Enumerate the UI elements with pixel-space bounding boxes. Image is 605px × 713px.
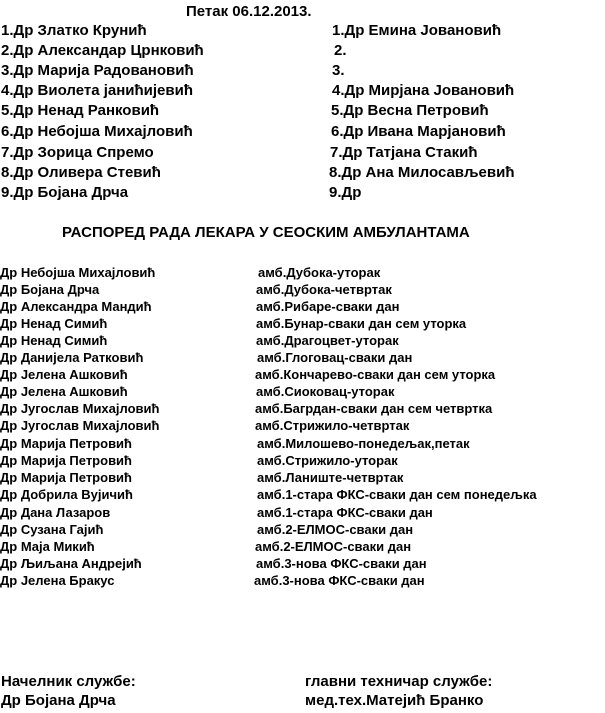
ambulance-assignment: амб.Стрижило-четвртак bbox=[255, 418, 410, 433]
duty-right-item: 3. bbox=[332, 62, 345, 79]
ambulance-assignment: амб.Драгоцвет-уторак bbox=[256, 333, 399, 348]
duty-right-item: 4.Др Мирјана Јовановиħ bbox=[332, 82, 515, 99]
ambulance-assignment: амб.Сиоковац-уторак bbox=[256, 384, 395, 399]
doctor-name: Др Данијела Ратковиħ bbox=[0, 350, 144, 365]
duty-left-item: 1.Др Златко Круниħ bbox=[1, 22, 147, 39]
ambulance-assignment: амб.3-нова ФКС-сваки дан bbox=[254, 573, 425, 588]
doctor-name: Др Југослав Михајловиħ bbox=[0, 418, 160, 433]
chief-title: Начелник службе: bbox=[1, 673, 136, 690]
head-technician-title: главни техничар службе: bbox=[305, 673, 493, 690]
schedule-heading: РАСПОРЕД РАДА ЛЕКАРА У СЕОСКИМ АМБУЛАНТАМА bbox=[62, 224, 470, 241]
doctor-name: Др Љиљана Андрејиħ bbox=[0, 556, 142, 571]
duty-left-item: 8.Др Оливера Стевиħ bbox=[1, 164, 161, 181]
ambulance-assignment: амб.2-ЕЛМОС-сваки дан bbox=[255, 539, 412, 554]
ambulance-assignment: амб.3-нова ФКС-сваки дан bbox=[256, 556, 427, 571]
ambulance-assignment: амб.Багрдан-сваки дан сем четвртка bbox=[255, 401, 493, 416]
doctor-name: Др Ненад Симиħ bbox=[0, 333, 108, 348]
ambulance-assignment: амб.Стрижило-уторак bbox=[257, 453, 398, 468]
doctor-name: Др Марија Петровиħ bbox=[0, 453, 132, 468]
duty-left-item: 5.Др Ненад Ранковиħ bbox=[1, 102, 160, 119]
date-header: Петак 06.12.2013. bbox=[186, 3, 312, 20]
duty-right-item: 1.Др Емина Јовановиħ bbox=[332, 22, 502, 39]
doctor-name: Др Александра Мандиħ bbox=[0, 299, 152, 314]
ambulance-assignment: амб.Милошево-понедељак,петак bbox=[257, 436, 470, 451]
doctor-name: Др Бојана Дрча bbox=[0, 282, 100, 297]
doctor-name: Др Марија Петровиħ bbox=[0, 470, 132, 485]
doctor-name: Др Маја Микиħ bbox=[0, 539, 95, 554]
ambulance-assignment: амб.Кончарево-сваки дан сем уторка bbox=[255, 367, 496, 382]
ambulance-assignment: амб.Дубока-четвртак bbox=[256, 282, 392, 297]
duty-left-item: 2.Др Александар Црнковиħ bbox=[1, 42, 204, 59]
doctor-name: Др Ненад Симиħ bbox=[0, 316, 108, 331]
duty-left-item: 6.Др Небојша Михаjловиħ bbox=[1, 123, 193, 140]
doctor-name: Др Југослав Михајловиħ bbox=[0, 401, 160, 416]
duty-left-item: 9.Др Бојана Дрча bbox=[1, 184, 129, 201]
duty-right-item: 6.Др Ивана Марјановиħ bbox=[331, 123, 506, 140]
duty-right-item: 2. bbox=[334, 42, 347, 59]
chief-name: Др Бојана Дрча bbox=[1, 692, 116, 709]
ambulance-assignment: амб.1-стара ФКС-сваки дан сем понедељка bbox=[257, 487, 537, 502]
duty-right-item: 7.Др Татјана Стакиħ bbox=[330, 144, 478, 161]
duty-left-item: 4.Др Виолета јаниħијевиħ bbox=[1, 82, 193, 99]
doctor-name: Др Марија Петровиħ bbox=[0, 436, 132, 451]
doctor-name: Др Јелена Ашковиħ bbox=[0, 367, 128, 382]
duty-left-item: 7.Др Зорица Спремо bbox=[1, 144, 154, 161]
ambulance-assignment: амб.Бунар-сваки дан сем уторка bbox=[256, 316, 467, 331]
duty-right-item: 8.Др Ана Милосављевиħ bbox=[329, 164, 515, 181]
duty-right-item: 9.Др bbox=[329, 184, 362, 201]
head-technician-name: мед.тех.Матејиħ Бранко bbox=[305, 692, 484, 709]
doctor-name: Др Јелена Ашковиħ bbox=[0, 384, 128, 399]
duty-right-item: 5.Др Весна Петровиħ bbox=[331, 102, 489, 119]
doctor-name: Др Сузана Гајиħ bbox=[0, 522, 104, 537]
ambulance-assignment: амб.Рибаре-сваки дан bbox=[256, 299, 400, 314]
doctor-name: Др Дана Лазаров bbox=[0, 505, 111, 520]
ambulance-assignment: амб.Глоговац-сваки дан bbox=[257, 350, 413, 365]
duty-left-item: 3.Др Марија Радовановиħ bbox=[1, 62, 194, 79]
doctor-name: Др Јелена Бракус bbox=[0, 573, 115, 588]
ambulance-assignment: амб.1-стара ФКС-сваки дан bbox=[257, 505, 433, 520]
doctor-name: Др Небојша Михајловиħ bbox=[0, 265, 156, 280]
ambulance-assignment: амб.2-ЕЛМОС-сваки дан bbox=[257, 522, 414, 537]
ambulance-assignment: амб.Дубока-уторак bbox=[258, 265, 381, 280]
ambulance-assignment: амб.Ланиште-четвртак bbox=[257, 470, 404, 485]
doctor-name: Др Добрила Вујичиħ bbox=[0, 487, 133, 502]
